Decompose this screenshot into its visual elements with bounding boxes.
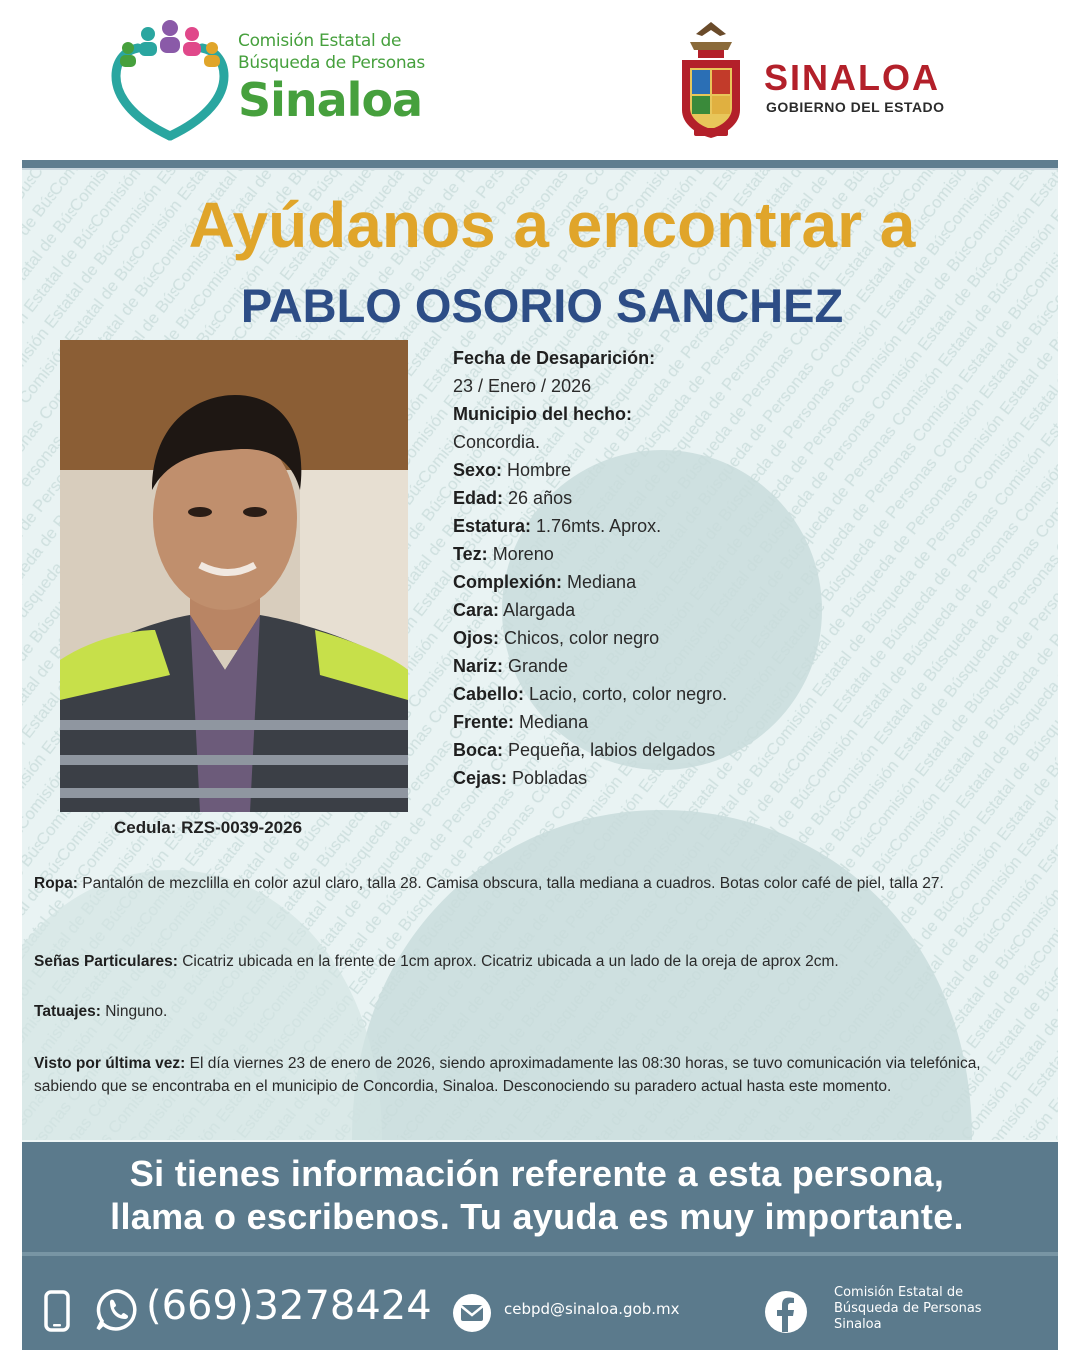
phone-number[interactable]: (669)3278424 <box>146 1283 432 1329</box>
detail-value: Pobladas <box>512 768 588 788</box>
detail-row <box>453 708 873 736</box>
detail-row <box>453 484 873 512</box>
person-photo <box>60 340 408 812</box>
ropa-text: Pantalón de mezclilla en color azul claro, talla 28. Camisa obscura, talla mediana a cuadros. Botas color café de piel, talla 27. <box>82 875 944 892</box>
detail-row <box>453 736 873 764</box>
detail-label: Cejas: <box>453 768 508 788</box>
detail-label: Cabello: <box>453 684 525 704</box>
visto-text: El día viernes 23 de enero de 2026, siendo aproximadamente las 08:30 horas, se tuvo comunicación via telefónica, sabiendo que se encontraba en el municipio de Concordia, Sinaloa. Desconociendo su paradero actual hasta este momento. <box>34 1055 981 1095</box>
whatsapp-icon[interactable] <box>94 1287 140 1333</box>
senas-label: Señas Particulares: <box>34 953 178 970</box>
logo-line-1: Comisión Estatal de <box>238 31 402 51</box>
detail-value: Mediana <box>567 572 637 592</box>
detail-row <box>453 652 873 680</box>
logo-line-2: Búsqueda de Personas <box>238 53 425 73</box>
poster-title: Ayúdanos a encontrar a <box>188 189 916 261</box>
detail-value: 23 / Enero / 2026 <box>453 376 592 396</box>
detail-label: Sexo: <box>453 460 503 480</box>
detail-value: Mediana <box>519 712 589 732</box>
tatuajes-paragraph <box>34 1000 1034 1023</box>
facebook-icon[interactable] <box>764 1290 808 1334</box>
detail-row <box>453 540 873 568</box>
cta-line-2: llama o escribenos. Tu ayuda es muy importante. <box>110 1196 964 1237</box>
detail-label: Nariz: <box>453 656 504 676</box>
tatuajes-text: Ninguno. <box>105 1003 168 1020</box>
gobierno-logo-text <box>764 58 945 116</box>
cedula-value: RZS-0039-2026 <box>181 818 303 837</box>
detail-row <box>453 512 873 540</box>
detail-value: 1.76mts. Aprox. <box>536 516 662 536</box>
detail-row <box>453 400 873 428</box>
detail-value: Concordia. <box>453 432 541 452</box>
fb-line-3: Sinaloa <box>834 1317 882 1332</box>
logo-line-3: Sinaloa <box>238 73 423 127</box>
detail-label: Fecha de Desaparición: <box>453 348 656 368</box>
header-divider <box>22 160 1058 168</box>
gob-line-1: SINALOA <box>764 57 940 98</box>
cedula <box>114 818 302 838</box>
cta-line-1: Si tienes información referente a esta persona, <box>129 1153 945 1194</box>
detail-value: Alargada <box>503 600 576 620</box>
detail-label: Municipio del hecho: <box>453 404 632 424</box>
cebp-logo-text <box>238 30 425 126</box>
detail-row <box>453 372 873 400</box>
senas-text: Cicatriz ubicada en la frente de 1cm aprox. Cicatriz ubicada a un lado de la oreja de aprox 2cm. <box>182 953 839 970</box>
gob-line-2: GOBIERNO DEL ESTADO <box>766 99 945 115</box>
detail-value: Grande <box>508 656 569 676</box>
detail-row <box>453 568 873 596</box>
detail-row <box>453 456 873 484</box>
detail-label: Cara: <box>453 600 500 620</box>
visto-label: Visto por última vez: <box>34 1055 186 1072</box>
detail-label: Estatura: <box>453 516 532 536</box>
missing-person-name: PABLO OSORIO SANCHEZ <box>240 279 844 332</box>
detail-label: Edad: <box>453 488 504 508</box>
fb-line-1: Comisión Estatal de <box>834 1285 964 1300</box>
detail-value: Pequeña, labios delgados <box>508 740 716 760</box>
header <box>22 0 1058 160</box>
detail-value: Moreno <box>492 544 554 564</box>
cebp-people-logo <box>110 18 230 142</box>
detail-value: Chicos, color negro <box>504 628 660 648</box>
detail-value: Hombre <box>507 460 572 480</box>
visto-paragraph <box>34 1052 1034 1098</box>
header-divider-light <box>22 168 1058 170</box>
person-details <box>453 344 873 792</box>
detail-label: Boca: <box>453 740 504 760</box>
detail-row <box>453 428 873 456</box>
detail-row <box>453 344 873 372</box>
detail-value: Lacio, corto, color negro. <box>529 684 728 704</box>
detail-row <box>453 624 873 652</box>
poster-frame <box>22 0 1058 1350</box>
detail-label: Complexión: <box>453 572 563 592</box>
email-icon[interactable] <box>452 1293 492 1333</box>
ropa-paragraph <box>34 872 1034 895</box>
sinaloa-shield-icon <box>676 20 746 140</box>
senas-paragraph <box>34 950 1034 973</box>
ropa-label: Ropa: <box>34 875 78 892</box>
cedula-label: Cedula: <box>114 818 177 837</box>
detail-value: 26 años <box>508 488 573 508</box>
fb-line-2: Búsqueda de Personas <box>834 1301 982 1316</box>
detail-label: Ojos: <box>453 628 500 648</box>
detail-row <box>453 680 873 708</box>
mobile-phone-icon <box>36 1290 78 1332</box>
detail-row <box>453 596 873 624</box>
detail-label: Tez: <box>453 544 488 564</box>
facebook-page-name[interactable] <box>834 1285 982 1333</box>
detail-label: Frente: <box>453 712 515 732</box>
footer-divider <box>22 1252 1058 1256</box>
detail-row <box>453 764 873 792</box>
cta-text <box>22 1152 1052 1238</box>
email-address[interactable]: cebpd@sinaloa.gob.mx <box>504 1300 680 1318</box>
tatuajes-label: Tatuajes: <box>34 1003 101 1020</box>
